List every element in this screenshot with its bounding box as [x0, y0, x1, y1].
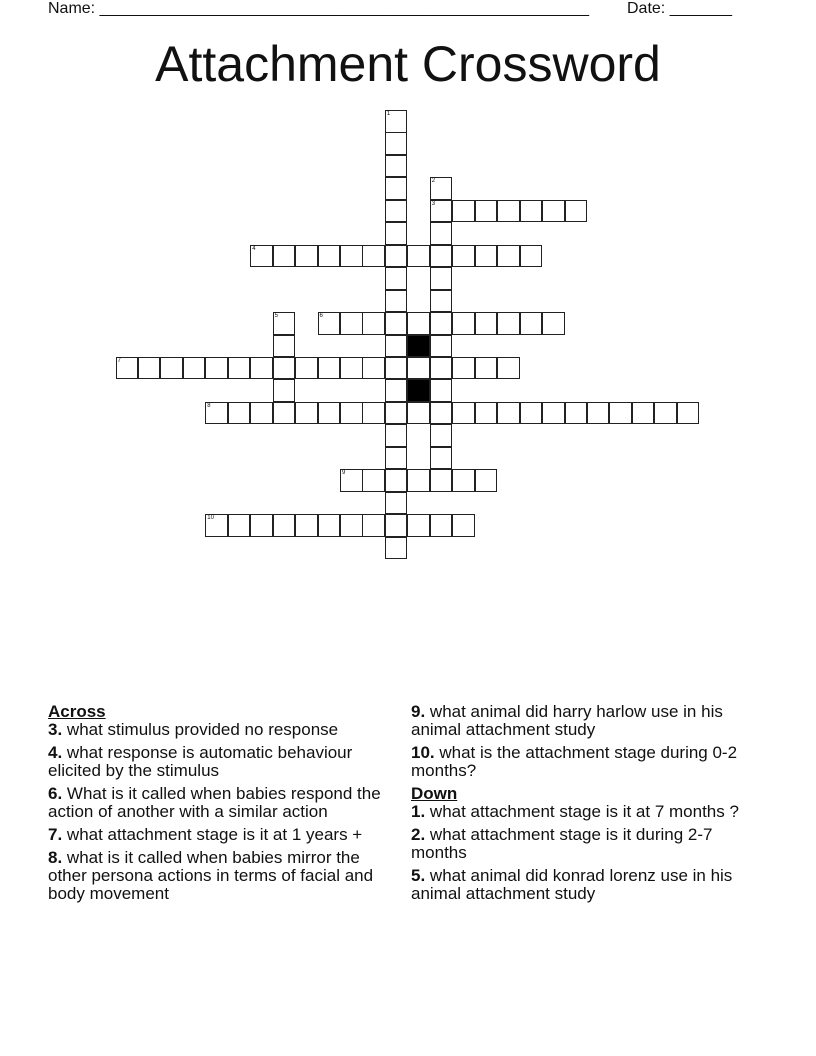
crossword-cell[interactable]: [407, 245, 430, 268]
crossword-cell[interactable]: [362, 402, 385, 425]
date-blank[interactable]: _______: [665, 0, 732, 17]
crossword-cell[interactable]: [385, 110, 408, 133]
crossword-cell[interactable]: [452, 514, 475, 537]
crossword-cell[interactable]: [475, 312, 498, 335]
crossword-cell[interactable]: [228, 514, 251, 537]
crossword-cell[interactable]: [340, 514, 363, 537]
crossword-cell[interactable]: [520, 402, 543, 425]
crossword-cell[interactable]: [273, 312, 296, 335]
clues-column-right: [411, 703, 771, 908]
crossword-cell[interactable]: [430, 245, 453, 268]
crossword-cell[interactable]: [677, 402, 700, 425]
clue-number: 10: [207, 515, 214, 522]
crossword-cell[interactable]: [250, 245, 273, 268]
crossword-cell[interactable]: [475, 245, 498, 268]
clue-number: 7: [117, 357, 121, 364]
crossword-cell[interactable]: [542, 312, 565, 335]
crossword-cell[interactable]: [565, 402, 588, 425]
across-clue: 3. what stimulus provided no response: [48, 720, 339, 739]
down-heading: Down: [411, 784, 458, 803]
crossword-cell[interactable]: [318, 514, 341, 537]
clues-column-left: [48, 703, 393, 908]
crossword-cell[interactable]: [609, 402, 632, 425]
crossword-cell[interactable]: [250, 357, 273, 380]
crossword-cell[interactable]: [452, 469, 475, 492]
crossword-cell[interactable]: [407, 514, 430, 537]
across-clue: 6. What is it called when babies respond the action of another with a similar action: [48, 784, 381, 821]
crossword-cell[interactable]: [587, 402, 610, 425]
crossword-cell[interactable]: [654, 402, 677, 425]
across-clue: 9. what animal did harry harlow use in his animal attachment study: [411, 702, 723, 739]
crossword-cell[interactable]: [475, 469, 498, 492]
crossword-cell[interactable]: [430, 177, 453, 200]
crossword-cell[interactable]: [295, 357, 318, 380]
crossword-cell[interactable]: [475, 357, 498, 380]
crossword-cell[interactable]: [273, 514, 296, 537]
crossword-cell[interactable]: [497, 312, 520, 335]
crossword-cell[interactable]: [362, 469, 385, 492]
crossword-cell[interactable]: [205, 402, 228, 425]
crossword-cell[interactable]: [452, 245, 475, 268]
crossword-cell[interactable]: [340, 245, 363, 268]
crossword-cell[interactable]: [430, 200, 453, 223]
clue-number: 9: [342, 470, 346, 477]
crossword-cell[interactable]: [520, 245, 543, 268]
crossword-cell[interactable]: [318, 245, 341, 268]
crossword-cell[interactable]: [475, 200, 498, 223]
crossword-cell[interactable]: [385, 424, 408, 447]
crossword-cell[interactable]: [205, 514, 228, 537]
crossword-cell[interactable]: [430, 312, 453, 335]
crossword-cell[interactable]: [520, 200, 543, 223]
crossword-cell[interactable]: [362, 312, 385, 335]
crossword-cell[interactable]: [407, 312, 430, 335]
crossword-cell[interactable]: [430, 357, 453, 380]
crossword-cell[interactable]: [295, 402, 318, 425]
crossword-cell[interactable]: [430, 335, 453, 358]
name-label: Name:: [48, 0, 96, 17]
crossword-cell[interactable]: [228, 402, 251, 425]
across-clue: 8. what is it called when babies mirror the other persona actions in terms of facial and body movement: [48, 848, 374, 903]
crossword-cell[interactable]: [385, 514, 408, 537]
crossword-cell[interactable]: [250, 402, 273, 425]
down-clue: 5. what animal did konrad lorenz use in his animal attachment study: [411, 866, 733, 903]
across-clue: 10. what is the attachment stage during 0-2 months?: [411, 743, 738, 780]
crossword-cell[interactable]: [452, 312, 475, 335]
date-label: Date:: [627, 0, 666, 17]
crossword-cell[interactable]: [497, 245, 520, 268]
crossword-cell[interactable]: [452, 200, 475, 223]
crossword-cell[interactable]: [430, 290, 453, 313]
clue-number: 8: [207, 402, 211, 409]
crossword-cell[interactable]: [385, 177, 408, 200]
crossword-cell[interactable]: [430, 514, 453, 537]
down-clue: 1. what attachment stage is it at 7 months ?: [411, 802, 739, 821]
crossword-cell[interactable]: [273, 379, 296, 402]
across-clue: 7. what attachment stage is it at 1 years +: [48, 825, 363, 844]
crossword-cell[interactable]: [385, 132, 408, 155]
crossword-cell[interactable]: [362, 514, 385, 537]
crossword-cell[interactable]: [318, 357, 341, 380]
crossword-cell[interactable]: [273, 402, 296, 425]
crossword-cell[interactable]: [385, 222, 408, 245]
clue-number: 1: [386, 111, 391, 117]
crossword-cell[interactable]: [273, 357, 296, 380]
crossword-cell[interactable]: [385, 402, 408, 425]
crossword-cell[interactable]: [362, 357, 385, 380]
crossword-cell[interactable]: [385, 200, 408, 223]
crossword-cell[interactable]: [385, 492, 408, 515]
clue-number: 6: [319, 313, 323, 320]
crossword-cell[interactable]: [205, 357, 228, 380]
crossword-cell[interactable]: [475, 402, 498, 425]
clue-number: 5: [274, 313, 278, 320]
crossword-cell[interactable]: [385, 155, 408, 178]
crossword-cell[interactable]: [385, 447, 408, 470]
crossword-cell[interactable]: [385, 357, 408, 380]
crossword-cell[interactable]: [385, 267, 408, 290]
down-clue: 2. what attachment stage is it during 2-7 months: [411, 825, 713, 862]
crossword-cell[interactable]: [497, 357, 520, 380]
crossword-cell[interactable]: [385, 312, 408, 335]
crossword-cell[interactable]: [385, 537, 408, 560]
crossword-cell[interactable]: [407, 469, 430, 492]
crossword-cell[interactable]: [362, 245, 385, 268]
crossword-cell[interactable]: [116, 357, 139, 380]
crossword-cell[interactable]: [565, 200, 588, 223]
crossword-cell[interactable]: [452, 357, 475, 380]
crossword-cell[interactable]: [407, 402, 430, 425]
across-heading: Across: [48, 702, 106, 721]
crossword-cell[interactable]: [430, 402, 453, 425]
crossword-cell[interactable]: [497, 402, 520, 425]
crossword-cell[interactable]: [385, 290, 408, 313]
crossword-cell[interactable]: [340, 402, 363, 425]
page-title: Attachment Crossword: [155, 36, 661, 92]
crossword-cell[interactable]: [183, 357, 206, 380]
crossword-cell[interactable]: [385, 469, 408, 492]
crossword-cell[interactable]: [340, 469, 363, 492]
crossword-cell[interactable]: [340, 312, 363, 335]
crossword-cell[interactable]: [430, 469, 453, 492]
crossword-cell[interactable]: [228, 357, 251, 380]
crossword-cell[interactable]: [295, 245, 318, 268]
crossword-cell[interactable]: [385, 245, 408, 268]
crossword-cell[interactable]: [273, 245, 296, 268]
crossword-cell[interactable]: [385, 335, 408, 358]
clue-number: 3: [431, 200, 436, 207]
crossword-cell[interactable]: [250, 514, 273, 537]
crossword-cell[interactable]: [273, 335, 296, 358]
name-blank[interactable]: _______________________________________________________: [95, 0, 589, 17]
crossword-cell[interactable]: [295, 514, 318, 537]
crossword-cell[interactable]: [520, 312, 543, 335]
crossword-cell[interactable]: [160, 357, 183, 380]
clue-number: 2: [431, 178, 436, 185]
crossword-cell[interactable]: [430, 379, 453, 402]
crossword-cell[interactable]: [318, 402, 341, 425]
crossword-cell[interactable]: [430, 447, 453, 470]
crossword-cell[interactable]: [497, 200, 520, 223]
black-square: [407, 335, 430, 358]
crossword-cell[interactable]: [138, 357, 161, 380]
crossword-cell[interactable]: [340, 357, 363, 380]
crossword-cell[interactable]: [318, 312, 341, 335]
crossword-cell[interactable]: [430, 424, 453, 447]
crossword-cell[interactable]: [452, 402, 475, 425]
crossword-cell[interactable]: [542, 402, 565, 425]
crossword-cell[interactable]: [430, 267, 453, 290]
clue-number: 4: [252, 245, 256, 252]
across-clue: 4. what response is automatic behaviour elicited by the stimulus: [48, 743, 353, 780]
crossword-cell[interactable]: [632, 402, 655, 425]
black-square: [407, 379, 430, 402]
crossword-cell[interactable]: [430, 222, 453, 245]
crossword-cell[interactable]: [385, 379, 408, 402]
crossword-cell[interactable]: [407, 357, 430, 380]
crossword-cell[interactable]: [542, 200, 565, 223]
